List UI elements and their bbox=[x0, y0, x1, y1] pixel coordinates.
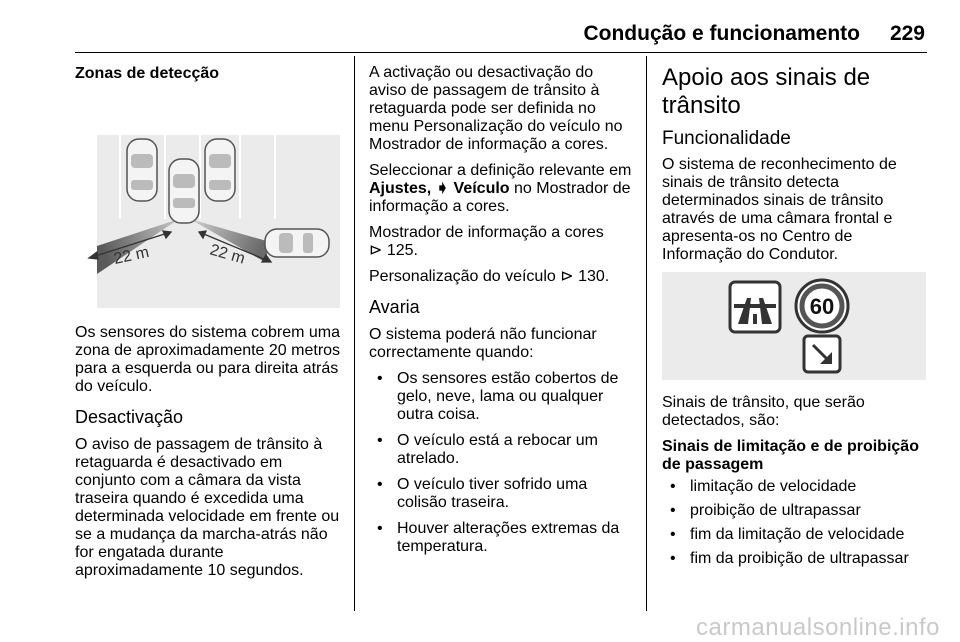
list-item: • Os sensores estão cobertos de gelo, neve, lama ou qualquer outra coisa. bbox=[369, 370, 632, 424]
coverage-paragraph: Os sensores do sistema cobrem uma zona de aproximadamente 20 metros para a esquerda ou para direita atrás do veículo. bbox=[75, 324, 341, 395]
detection-zones-illustration bbox=[75, 94, 340, 308]
column-divider-1 bbox=[354, 56, 355, 611]
reversing-car bbox=[169, 159, 199, 223]
list-item: • Houver alterações extremas da temperatura. bbox=[369, 520, 632, 556]
fault-heading: Avaria bbox=[369, 297, 420, 317]
fault-list bbox=[369, 370, 632, 556]
speed-limit-sign-icon bbox=[796, 280, 848, 332]
menu-vehicle: Veículo bbox=[453, 180, 510, 197]
xref-personalisation-ref[interactable]: ⊳ 130. bbox=[560, 268, 610, 285]
traffic-signs-illustration bbox=[662, 272, 926, 380]
right-distance-label: 22 m bbox=[207, 241, 247, 268]
arrow-sign-icon bbox=[804, 336, 840, 372]
column-1 bbox=[75, 64, 343, 588]
select-setting-prefix: Seleccionar a definição relevante em bbox=[369, 162, 632, 179]
chapter-title: Condução e funcionamento bbox=[583, 22, 860, 45]
detection-zones-heading: Zonas de detecção bbox=[75, 65, 220, 82]
approaching-car bbox=[265, 229, 329, 257]
list-item: • proibição de ultrapassar bbox=[662, 502, 928, 520]
functionality-paragraph: O sistema de reconhecimento de sinais de trânsito detecta determinados sinais de trânsito através de uma câmara frontal e apresenta-os no Centro de Informação do Condutor. bbox=[662, 156, 897, 263]
deactivation-heading: Desactivação bbox=[75, 407, 184, 427]
list-item: • O veículo está a rebocar um atrelado. bbox=[369, 432, 632, 468]
activation-paragraph: A activação ou desactivação do aviso de passagem de trânsito à retaguarda pode ser definida no menu Personalização do veículo no Mostrador de informação a cores. bbox=[369, 64, 623, 153]
traffic-sign-assist-heading: Apoio aos sinais de trânsito bbox=[662, 64, 871, 119]
xref-color-display-ref[interactable]: ⊳ 125. bbox=[369, 242, 418, 259]
functionality-heading: Funcionalidade bbox=[662, 128, 791, 149]
header-rule bbox=[75, 52, 927, 53]
signs-list-heading: Sinais de limitação e de proibição de passagem bbox=[662, 438, 919, 473]
deactivation-paragraph: O aviso de passagem de trânsito à retaguarda é desactivado em conjunto com a câmara da vista traseira quando é excedida uma determinada velocidade em frente ou se a mudança da marcha-atrás não for engatada durante aproximadamente 10 segundos. bbox=[75, 436, 340, 579]
column-3 bbox=[662, 64, 928, 574]
list-item: • O veículo tiver sofrido uma colisão traseira. bbox=[369, 476, 632, 512]
list-item: • fim da proibição de ultrapassar bbox=[662, 550, 928, 568]
column-2 bbox=[369, 64, 632, 564]
signs-list bbox=[662, 478, 928, 568]
column-divider-2 bbox=[646, 56, 647, 611]
xref-color-display bbox=[369, 224, 632, 260]
page-number: 229 bbox=[889, 22, 925, 45]
parked-car-left bbox=[127, 139, 157, 201]
menu-settings: Ajustes bbox=[369, 180, 427, 197]
left-distance-label: 22 m bbox=[112, 243, 151, 268]
list-item: • limitação de velocidade bbox=[662, 478, 928, 496]
parked-car-right bbox=[205, 139, 235, 201]
select-setting-paragraph bbox=[369, 162, 632, 216]
speed-limit-value: 60 bbox=[809, 294, 835, 319]
list-item: • fim da limitação de velocidade bbox=[662, 526, 928, 544]
detected-signs-paragraph: Sinais de trânsito, que serão detectados, são: bbox=[662, 394, 865, 429]
xref-vehicle-personalisation bbox=[369, 268, 632, 286]
menu-separator: , ➧ bbox=[426, 180, 454, 197]
xref-personalisation-text: Personalização do veículo bbox=[369, 268, 556, 285]
fault-intro: O sistema poderá não funcionar correctamente quando: bbox=[369, 326, 597, 361]
select-setting-suffix: no Mostrador de informação a cores. bbox=[369, 180, 631, 215]
motorway-sign-icon bbox=[730, 282, 780, 332]
watermark: carmanualsonline.info bbox=[696, 614, 940, 641]
xref-color-display-text: Mostrador de informação a cores bbox=[369, 224, 604, 241]
